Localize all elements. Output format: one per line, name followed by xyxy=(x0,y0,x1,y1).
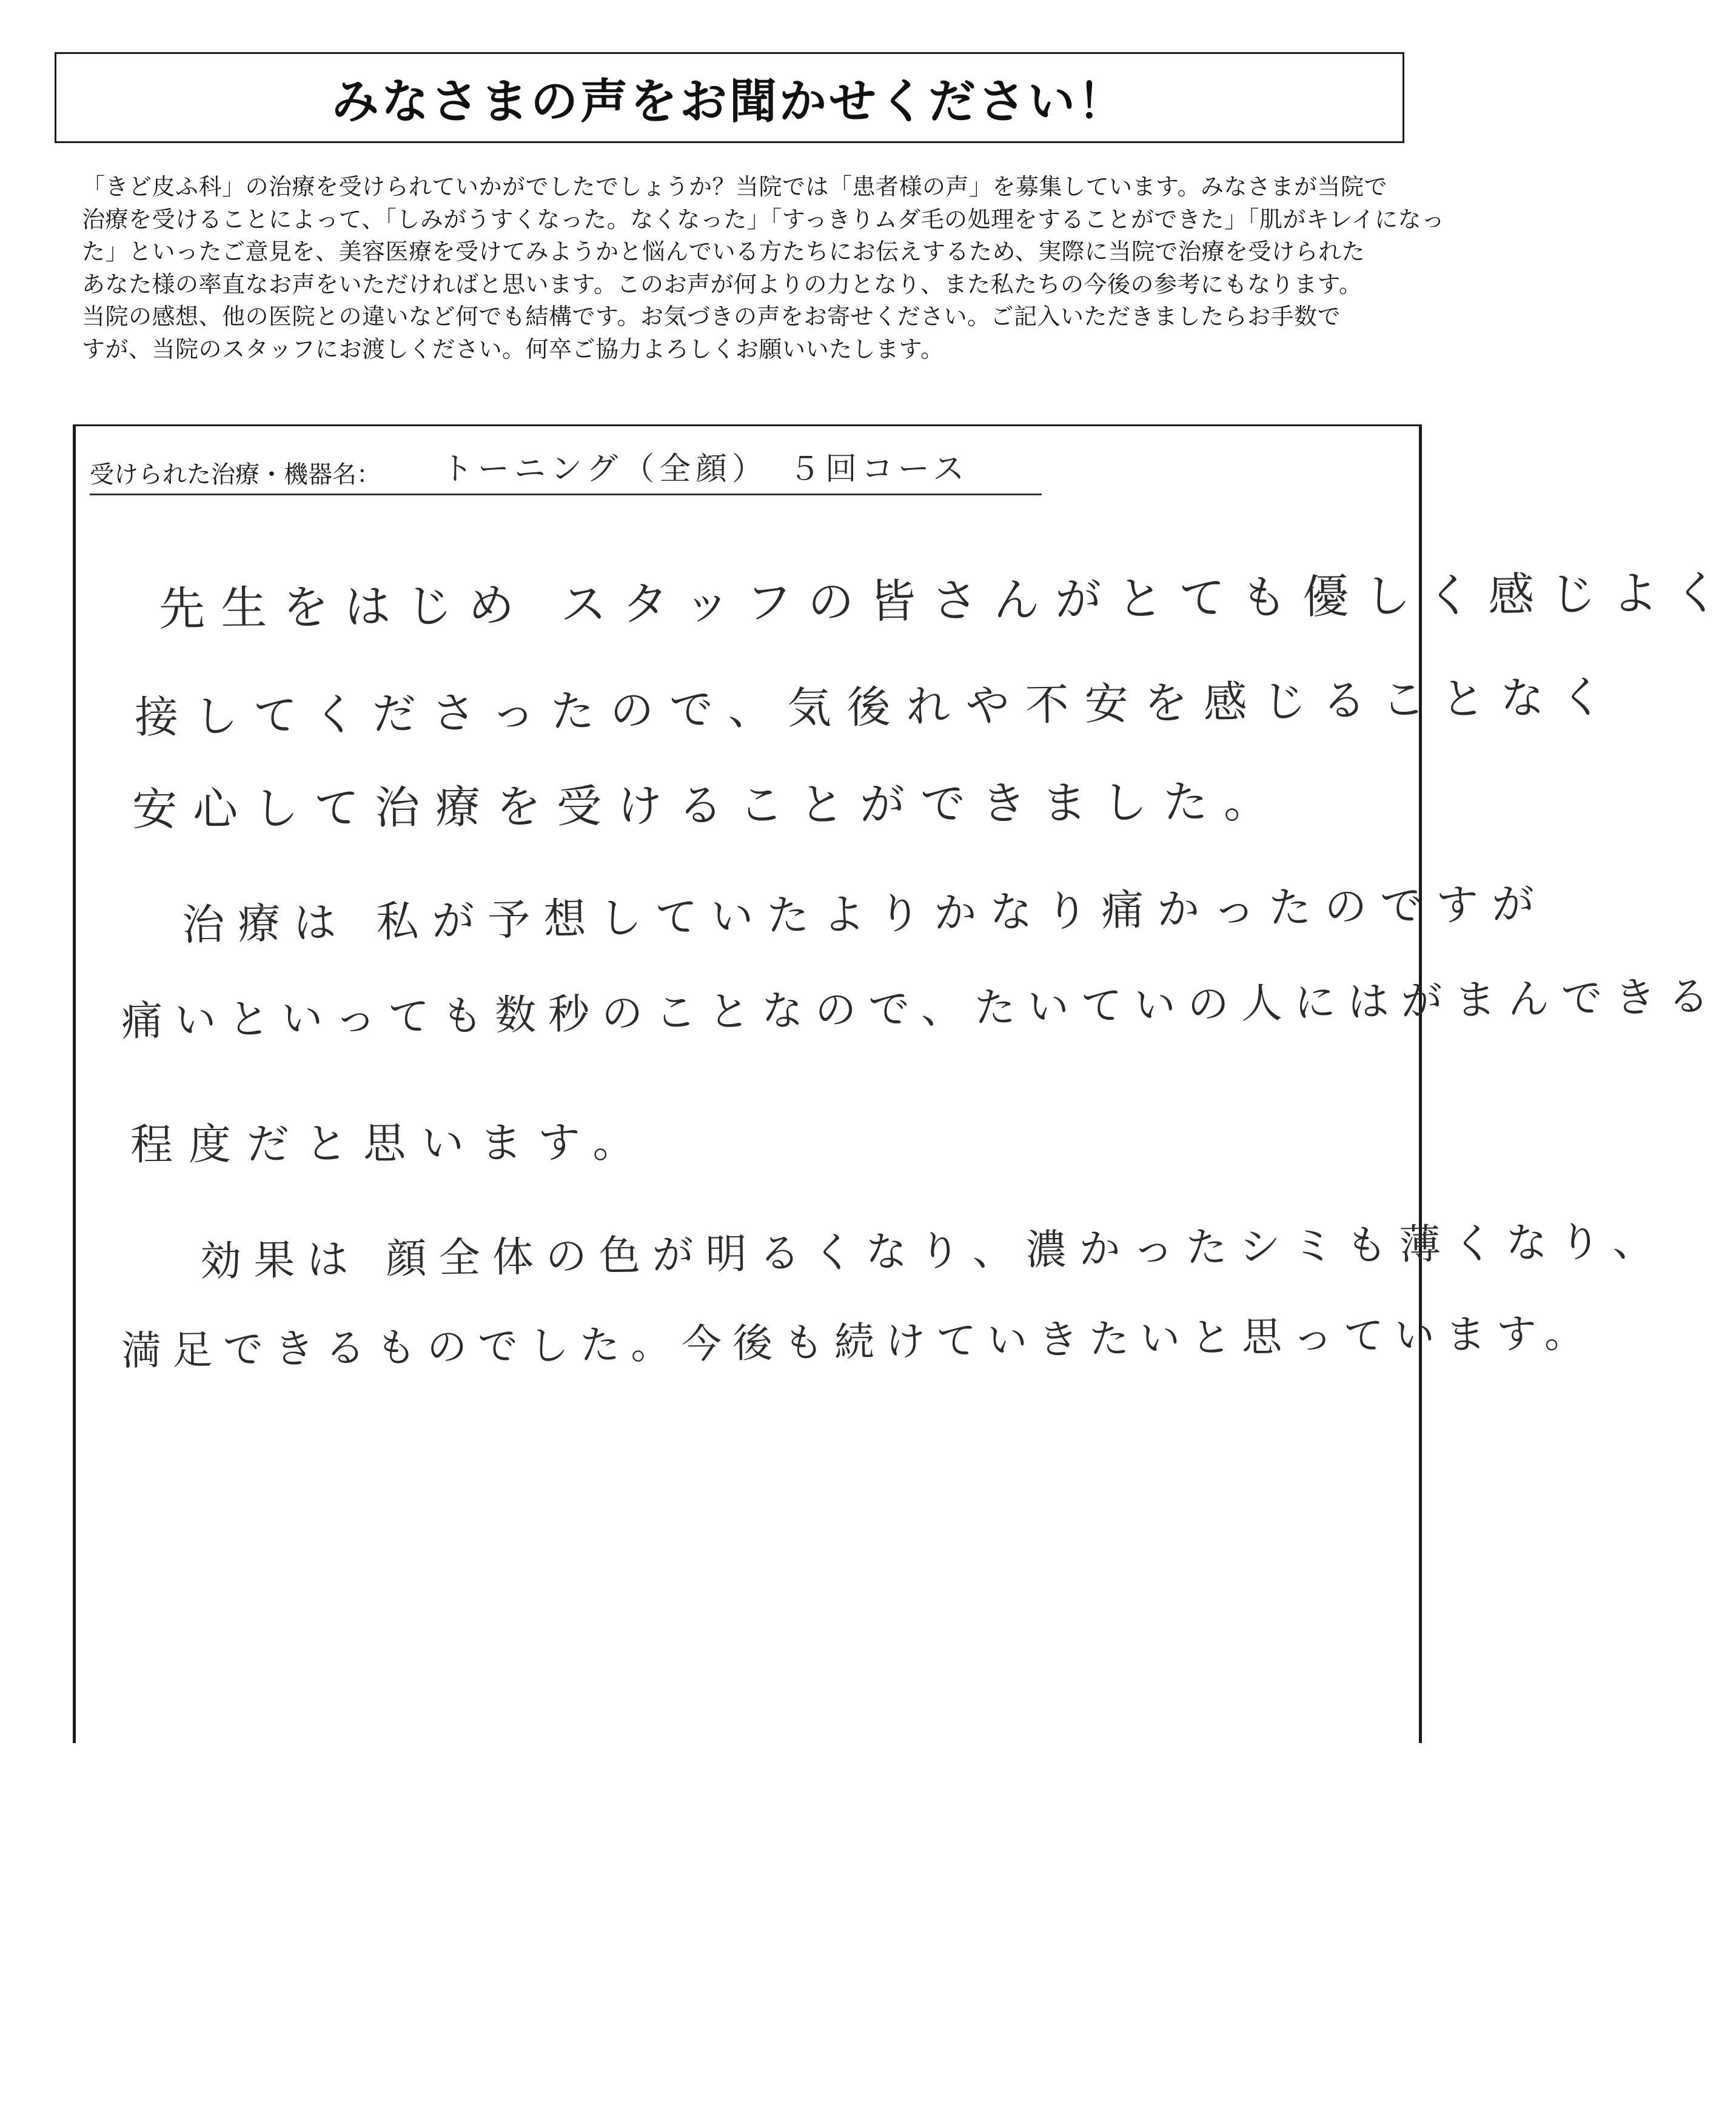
handwritten-comment-line: 先生をはじめ スタッフの皆さんがとても優しく感じよく xyxy=(158,565,1736,636)
handwritten-comment-line: 効果は 顔全体の色が明るくなり、濃かったシミも薄くなり、 xyxy=(199,1217,1667,1286)
intro-line: あなた様の率直なお声をいただければと思います。このお声が何よりの力となり、また私たちの今後の参考にもなります。 xyxy=(82,270,1362,298)
intro-line: た」といったご意見を、美容医療を受けてみようかと悩んでいる方たちにお伝えするため、実際に当院で治療を受けられた xyxy=(82,238,1365,265)
treatment-field xyxy=(90,451,1042,495)
handwritten-comment-line: 接してくださったので、気後れや不安を感じることなく xyxy=(134,671,1620,743)
intro-line: 当院の感想、他の医院との違いなど何でも結構です。お気づきの声をお寄せください。ご記入いただきましたらお手数で xyxy=(82,303,1341,330)
treatment-value: トーニング（全顔） ５回コース xyxy=(441,451,970,487)
intro-line: 治療を受けることによって、「しみがうすくなった。なくなった」「すっきりムダ毛の処理をすることができた」「肌がキレイになっ xyxy=(82,206,1445,233)
treatment-label: 受けられた治療・機器名： xyxy=(90,461,381,489)
handwritten-comment-line: 満足できるものでした。今後も続けていきたいと思っています。 xyxy=(121,1310,1596,1374)
intro-paragraph xyxy=(82,171,1445,366)
intro-line: すが、当院のスタッフにお渡しください。何卒ご協力よろしくお願いいたします。 xyxy=(82,335,944,363)
title-box xyxy=(55,52,1404,143)
handwritten-comment-line: 安心して治療を受けることができました。 xyxy=(132,775,1285,836)
handwritten-comment-line: 程度だと思います。 xyxy=(130,1117,651,1170)
handwritten-comment-line: 痛いといっても数秒のことなので、たいていの人にはがまんできる xyxy=(121,972,1722,1046)
handwritten-comment-line: 治療は 私が予想していたよりかなり痛かったのですが xyxy=(181,879,1548,950)
page-title: みなさまの声をお聞かせください！ xyxy=(331,75,1127,129)
intro-line: 「きど皮ふ科」の治療を受けられていかがでしたでしょうか？当院では「患者様の声」を募集しています。みなさまが当院で xyxy=(82,173,1387,200)
